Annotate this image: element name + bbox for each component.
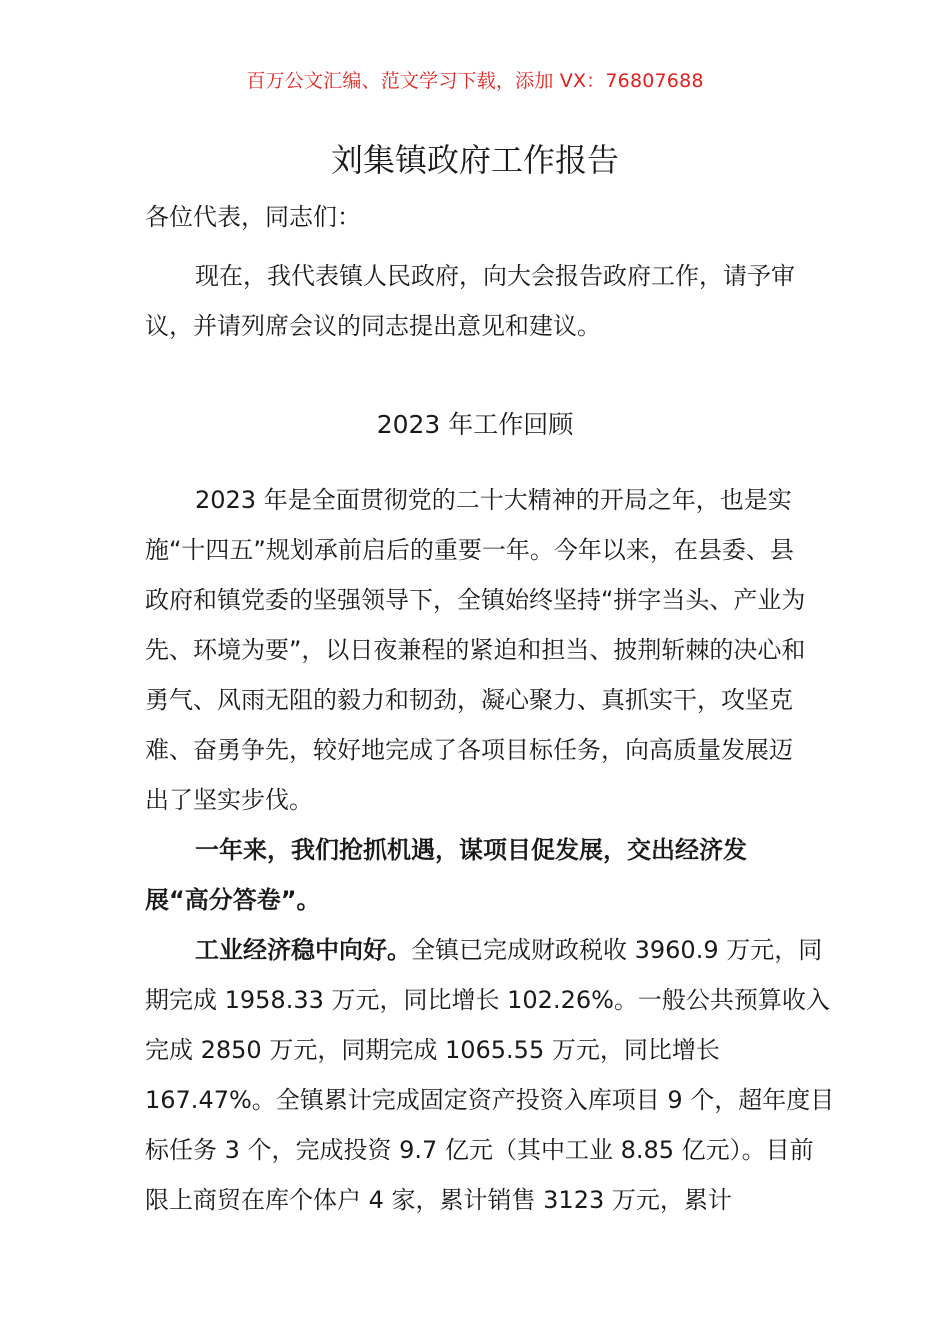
opening-paragraph: 现在，我代表镇人民政府，向大会报告政府工作，请予审议，并请列席会议的同志提出意见和建议。 <box>145 262 795 340</box>
page-title: 刘集镇政府工作报告 <box>330 141 619 179</box>
watermark-banner: 百万公文汇编、范文学习下载，添加 VX：76807688 <box>246 70 704 92</box>
industry-lead: 工业经济稳中向好。 <box>195 936 411 964</box>
review-paragraph: 2023 年是全面贯彻党的二十大精神的开局之年，也是实施“十四五”规划承前启后的重要一年。今年以来，在县委、县政府和镇党委的坚强领导下，全镇始终坚持“拼字当头、产业为先、环境为要”，以日夜兼程的紧迫和担当、披荆斩棘的决心和勇气、风雨无阻的毅力和韧劲，凝心聚力、真抓实干，攻坚克难、奋勇争先，较好地完成了各项目标任务，向高质量发展迈出了坚实步伐。 <box>145 486 806 814</box>
industry-text: 全镇已完成财政税收 3960.9 万元，同期完成 1958.33 万元，同比增长 102.26%。一般公共预算收入完成 2850 万元，同期完成 1065.55 万元，同比增长 167.47%。全镇累计完成固定资产投资入库项目 9 个，超年度目标任务 3 个，完成投资 9.7 亿元（其中工业 8.85 亿元）。目前限上商贸在库个体户 4 家，累计销售 3123 万元，累计 <box>145 936 835 1214</box>
salutation: 各位代表，同志们： <box>145 203 361 231</box>
industry-paragraph <box>145 925 835 1225</box>
section-heading: 2023 年工作回顾 <box>376 410 574 439</box>
year-summary-paragraph: 一年来，我们抢抓机遇，谋项目促发展，交出经济发展“高分答卷”。 <box>145 836 747 914</box>
